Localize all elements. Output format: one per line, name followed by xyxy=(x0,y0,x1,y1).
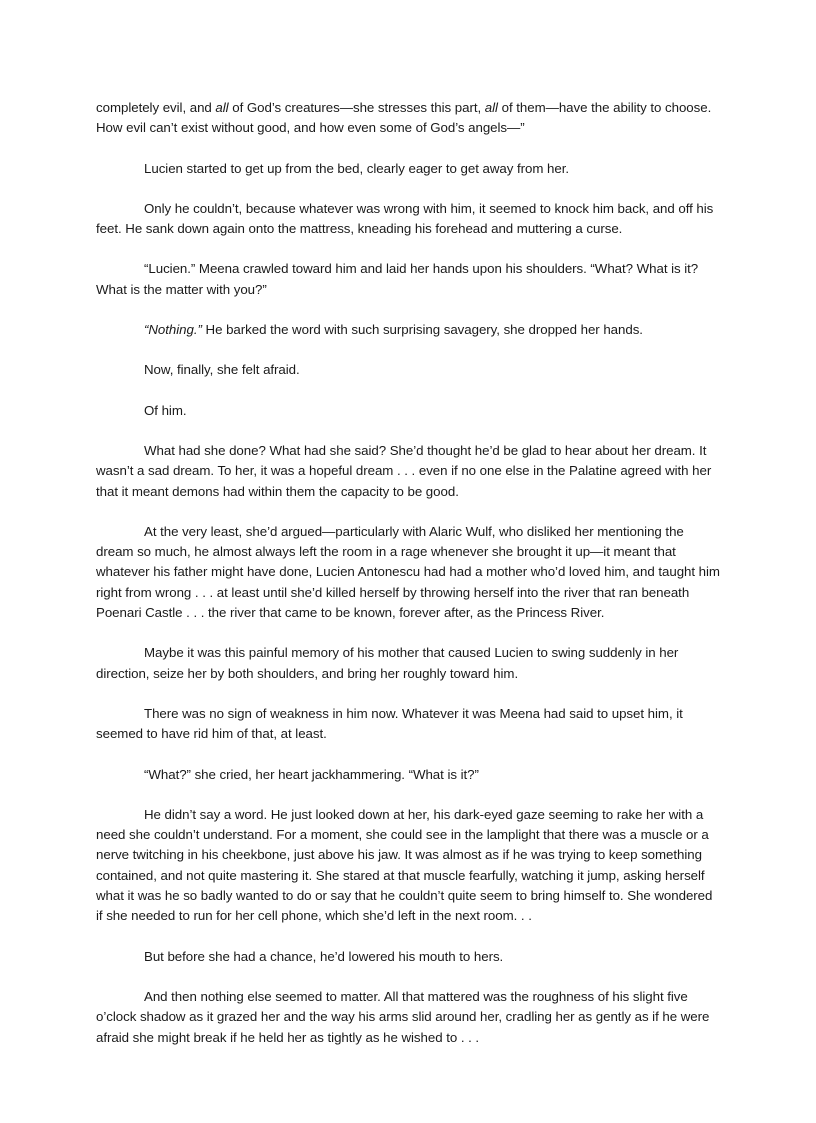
italic-run: all xyxy=(215,100,229,115)
paragraph-2 xyxy=(96,159,722,179)
paragraph-10 xyxy=(96,643,722,684)
paragraph-7 xyxy=(96,401,722,421)
text-run: He barked the word with such surprising savagery, she dropped her hands. xyxy=(201,322,643,338)
paragraph-11 xyxy=(96,704,722,745)
text-run: of them—have the ability to choose. How evil can’t exist without good, and how even some of God’s angels—” xyxy=(96,100,712,136)
paragraph-15 xyxy=(96,987,722,1048)
text-run: What had she done? What had she said? She’d thought he’d be glad to hear about her dream. It wasn’t a sad dream. To her, it was a hopeful dream . . . even if no one else in the Palatine agreed with her that it meant demons had within them the capacity to be good. xyxy=(96,442,712,499)
italic-run: “Nothing.” xyxy=(144,322,202,338)
paragraph-1 xyxy=(96,98,722,139)
text-run: Lucien started to get up from the bed, clearly eager to get away from her. xyxy=(144,160,569,176)
text-run: of God’s creatures—she stresses this part, xyxy=(228,100,485,115)
paragraph-8 xyxy=(96,441,722,502)
paragraph-12 xyxy=(96,765,722,785)
text-run: “What?” she cried, her heart jackhammering. “What is it?” xyxy=(144,766,479,782)
paragraph-3 xyxy=(96,199,722,240)
paragraph-13 xyxy=(96,805,722,927)
text-run: Of him. xyxy=(144,402,187,418)
text-run: Now, finally, she felt afraid. xyxy=(144,362,300,378)
paragraph-6 xyxy=(96,360,722,380)
text-run: “Lucien.” Meena crawled toward him and laid her hands upon his shoulders. “What? What is it? What is the matter with you?” xyxy=(96,261,699,297)
paragraph-14 xyxy=(96,947,722,967)
page-body xyxy=(96,98,722,1068)
paragraph-9 xyxy=(96,522,722,623)
text-run: But before she had a chance, he’d lowered his mouth to hers. xyxy=(144,948,504,964)
paragraph-4 xyxy=(96,259,722,300)
text-run: He didn’t say a word. He just looked down at her, his dark-eyed gaze seeming to rake her with a need she couldn’t understand. For a moment, she could see in the lamplight that there was a muscle or a nerve twitching in his cheekbone, just above his jaw. It was almost as if he was trying to keep something contained, and not quite mastering it. She stared at that muscle fearfully, watching it jump, asking herself what it was he so badly wanted to do or say that he couldn’t quite seem to bring himself to. She wondered if she needed to run for her cell phone, which she’d left in the next room. . . xyxy=(96,806,713,924)
text-run: completely evil, and xyxy=(96,100,216,115)
paragraph-5 xyxy=(96,320,722,340)
text-run: And then nothing else seemed to matter. All that mattered was the roughness of his slight five o’clock shadow as it grazed her and the way his arms slid around her, cradling her as gently as if he were afraid she might break if he held her as tightly as he wished to . . . xyxy=(96,988,710,1045)
text-run: Only he couldn’t, because whatever was wrong with him, it seemed to knock him back, and off his feet. He sank down again onto the mattress, kneading his forehead and muttering a curse. xyxy=(96,200,714,237)
text-run: Maybe it was this painful memory of his mother that caused Lucien to swing suddenly in her direction, seize her by both shoulders, and bring her roughly toward him. xyxy=(96,645,679,681)
text-run: There was no sign of weakness in him now. Whatever it was Meena had said to upset him, it seemed to have rid him of that, at least. xyxy=(96,705,683,742)
italic-run: all xyxy=(484,100,498,115)
text-run: At the very least, she’d argued—particularly with Alaric Wulf, who disliked her mentioning the dream so much, he almost always left the room in a rage whenever she brought it up—it meant that whatever his father might have done, Lucien Antonescu had had a mother who’d loved him, and taught him right from wrong . . . at least until she’d killed herself by throwing herself into the river that ran beneath Poenari Castle . . . the river that came to be known, forever after, as the Princess River. xyxy=(96,523,720,621)
